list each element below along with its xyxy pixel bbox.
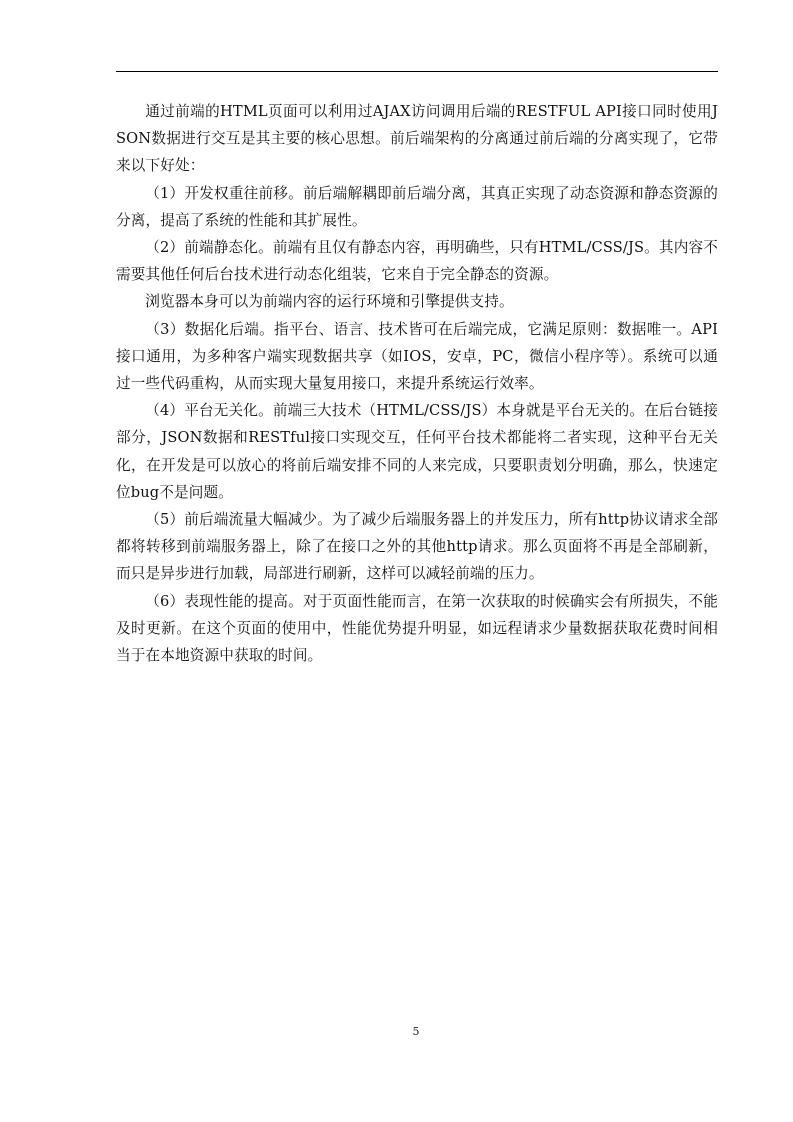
paragraph-item-1: （1）开发权重往前移。前后端解耦即前后端分离，其真正实现了动态资源和静态资源的分离，提高了系统的性能和其扩展性。 [116,184,718,229]
paragraph-item-3: （3）数据化后端。指平台、语言、技术皆可在后端完成，它满足原则：数据唯一。API接口通用，为多种客户端实现数据共享（如IOS，安卓，PC，微信小程序等）。系统可以通过一些代码重构，从而实现大量复用接口，来提升系统运行效率。 [116,320,718,393]
paragraph-item-6: （6）表现性能的提高。对于页面性能而言，在第一次获取的时候确实会有所损失，不能及时更新。在这个页面的使用中，性能优势提升明显，如远程请求少量数据获取花费时间相当于在本地资源中获取的时间。 [116,592,718,665]
paragraph-intro: 通过前端的HTML页面可以利用过AJAX访问调用后端的RESTFUL API接口同时使用JSON数据进行交互是其主要的核心思想。前后端架构的分离通过前后端的分离实现了，它带来以下好处： [116,103,718,175]
body-text [116,98,718,669]
page-number: 5 [412,1025,420,1038]
paragraph-browser-note: 浏览器本身可以为前端内容的运行环境和引擎提供支持。 [145,293,514,311]
paragraph-item-2: （2）前端静态化。前端有且仅有静态内容，再明确些，只有HTML/CSS/JS。其内容不需要其他任何后台技术进行动态化组装，它来自于完全静态的资源。 [116,239,718,284]
paragraph-item-5: （5）前后端流量大幅减少。为了减少后端服务器上的并发压力，所有http协议请求全部都将转移到前端服务器上，除了在接口之外的其他http请求。那么页面将不再是全部刷新，而只是异步进行加载，局部进行刷新，这样可以减轻前端的压力。 [116,511,718,583]
header-rule [116,71,718,72]
paragraph-item-4: （4）平台无关化。前端三大技术（HTML/CSS/JS）本身就是平台无关的。在后台链接部分，JSON数据和RESTful接口实现交互，任何平台技术都能将二者实现，这种平台无关化，在开发是可以放心的将前后端安排不同的人来完成，只要职责划分明确，那么，快速定位bug不是问题。 [116,402,718,501]
